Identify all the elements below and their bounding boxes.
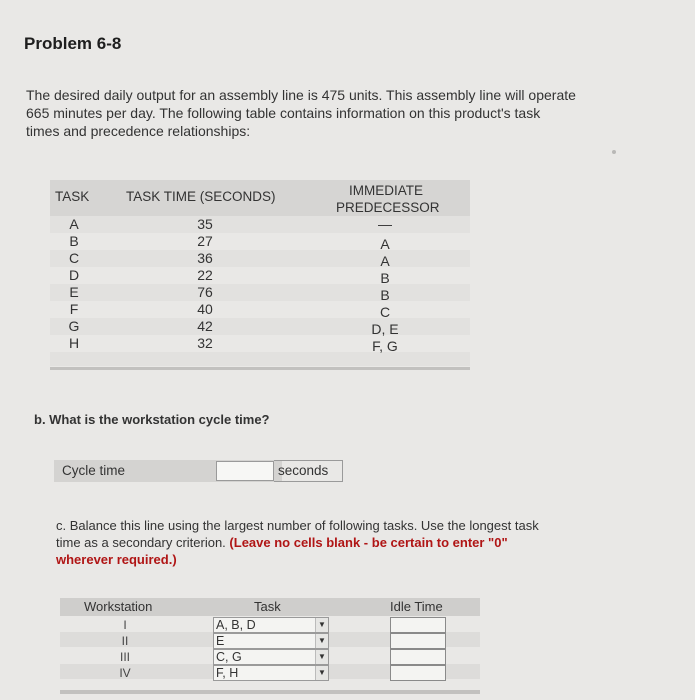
- idle-time-input[interactable]: [390, 633, 446, 649]
- header-predecessor-line2: PREDECESSOR: [336, 200, 440, 215]
- task-select-value: F, H: [216, 666, 239, 680]
- task-cell: A: [69, 216, 79, 232]
- header-workstation: Workstation: [84, 599, 153, 614]
- intro-line: 665 minutes per day. The following table contains information on this product's task: [26, 105, 541, 121]
- time-cell: 32: [197, 335, 213, 351]
- intro-line: The desired daily output for an assembly line is 475 units. This assembly line will operate: [26, 87, 576, 103]
- time-cell: 42: [197, 318, 213, 334]
- row-stripe: [50, 318, 470, 335]
- task-cell: E: [69, 284, 79, 300]
- chevron-down-icon[interactable]: ▼: [315, 618, 328, 632]
- time-cell: 36: [197, 250, 213, 266]
- pred-cell: A: [380, 236, 390, 252]
- task-select-value: E: [216, 634, 225, 648]
- pred-cell: —: [378, 216, 392, 232]
- intro-line: times and precedence relationships:: [26, 123, 251, 139]
- header-predecessor: [336, 182, 440, 216]
- pred-cell: F, G: [372, 338, 398, 354]
- time-cell: 40: [197, 301, 213, 317]
- chevron-down-icon[interactable]: ▼: [315, 634, 328, 648]
- cycle-time-label: Cycle time: [62, 463, 126, 478]
- task-select[interactable]: [213, 617, 329, 633]
- time-cell: 76: [197, 284, 213, 300]
- pred-cell: B: [380, 287, 390, 303]
- task-select-value: C, G: [216, 650, 242, 664]
- question-c-line2: [56, 534, 634, 551]
- time-cell: 22: [197, 267, 213, 283]
- chevron-down-icon[interactable]: ▼: [315, 666, 328, 680]
- pred-cell: D, E: [371, 321, 399, 337]
- idle-time-input[interactable]: [390, 665, 446, 681]
- workstation-label: II: [121, 634, 129, 648]
- row-stripe: [50, 352, 470, 366]
- workstation-label: IV: [119, 666, 131, 680]
- header-predecessor-line1: IMMEDIATE: [349, 183, 423, 198]
- question-c-instruction-cont: wherever required.): [56, 552, 177, 567]
- idle-time-input[interactable]: [390, 617, 446, 633]
- pred-cell: A: [380, 253, 390, 269]
- task-select[interactable]: [213, 665, 329, 681]
- task-cell: G: [68, 318, 80, 334]
- page-title: Problem 6-8: [24, 34, 122, 53]
- table-bottom-rule: [50, 367, 470, 370]
- problem-intro: [26, 86, 651, 140]
- task-cell: B: [69, 233, 79, 249]
- header-task-assign: Task: [254, 599, 281, 614]
- workstation-label: I: [123, 618, 127, 632]
- idle-time-input[interactable]: [390, 649, 446, 665]
- row-stripe: [50, 284, 470, 301]
- cycle-time-input[interactable]: [216, 461, 274, 481]
- decorative-dot: [612, 150, 616, 154]
- task-cell: C: [68, 250, 80, 266]
- balance-table-bottom-rule: [60, 690, 480, 694]
- task-cell: F: [69, 301, 79, 317]
- row-stripe: [50, 250, 470, 267]
- question-c-line2-text: time as a secondary criterion.: [56, 535, 226, 550]
- workstation-label: III: [119, 650, 130, 664]
- time-cell: 35: [197, 216, 213, 232]
- question-c: [56, 517, 634, 568]
- task-cell: D: [68, 267, 80, 283]
- task-select-value: A, B, D: [216, 618, 256, 632]
- chevron-down-icon[interactable]: ▼: [315, 650, 328, 664]
- header-idle-time: Idle Time: [390, 599, 443, 614]
- pred-cell: C: [379, 304, 391, 320]
- question-c-line1: c. Balance this line using the largest number of following tasks. Use the longest task: [56, 518, 539, 533]
- question-c-instruction: (Leave no cells blank - be certain to enter "0": [229, 535, 508, 550]
- pred-cell: B: [380, 270, 390, 286]
- task-select[interactable]: [213, 633, 329, 649]
- question-b: b. What is the workstation cycle time?: [34, 412, 270, 427]
- task-select[interactable]: [213, 649, 329, 665]
- time-cell: 27: [197, 233, 213, 249]
- task-cell: H: [68, 335, 80, 351]
- header-task: TASK: [55, 189, 90, 204]
- header-task-time: TASK TIME (SECONDS): [126, 189, 276, 204]
- cycle-time-units: seconds: [274, 460, 343, 482]
- row-stripe: [50, 216, 470, 233]
